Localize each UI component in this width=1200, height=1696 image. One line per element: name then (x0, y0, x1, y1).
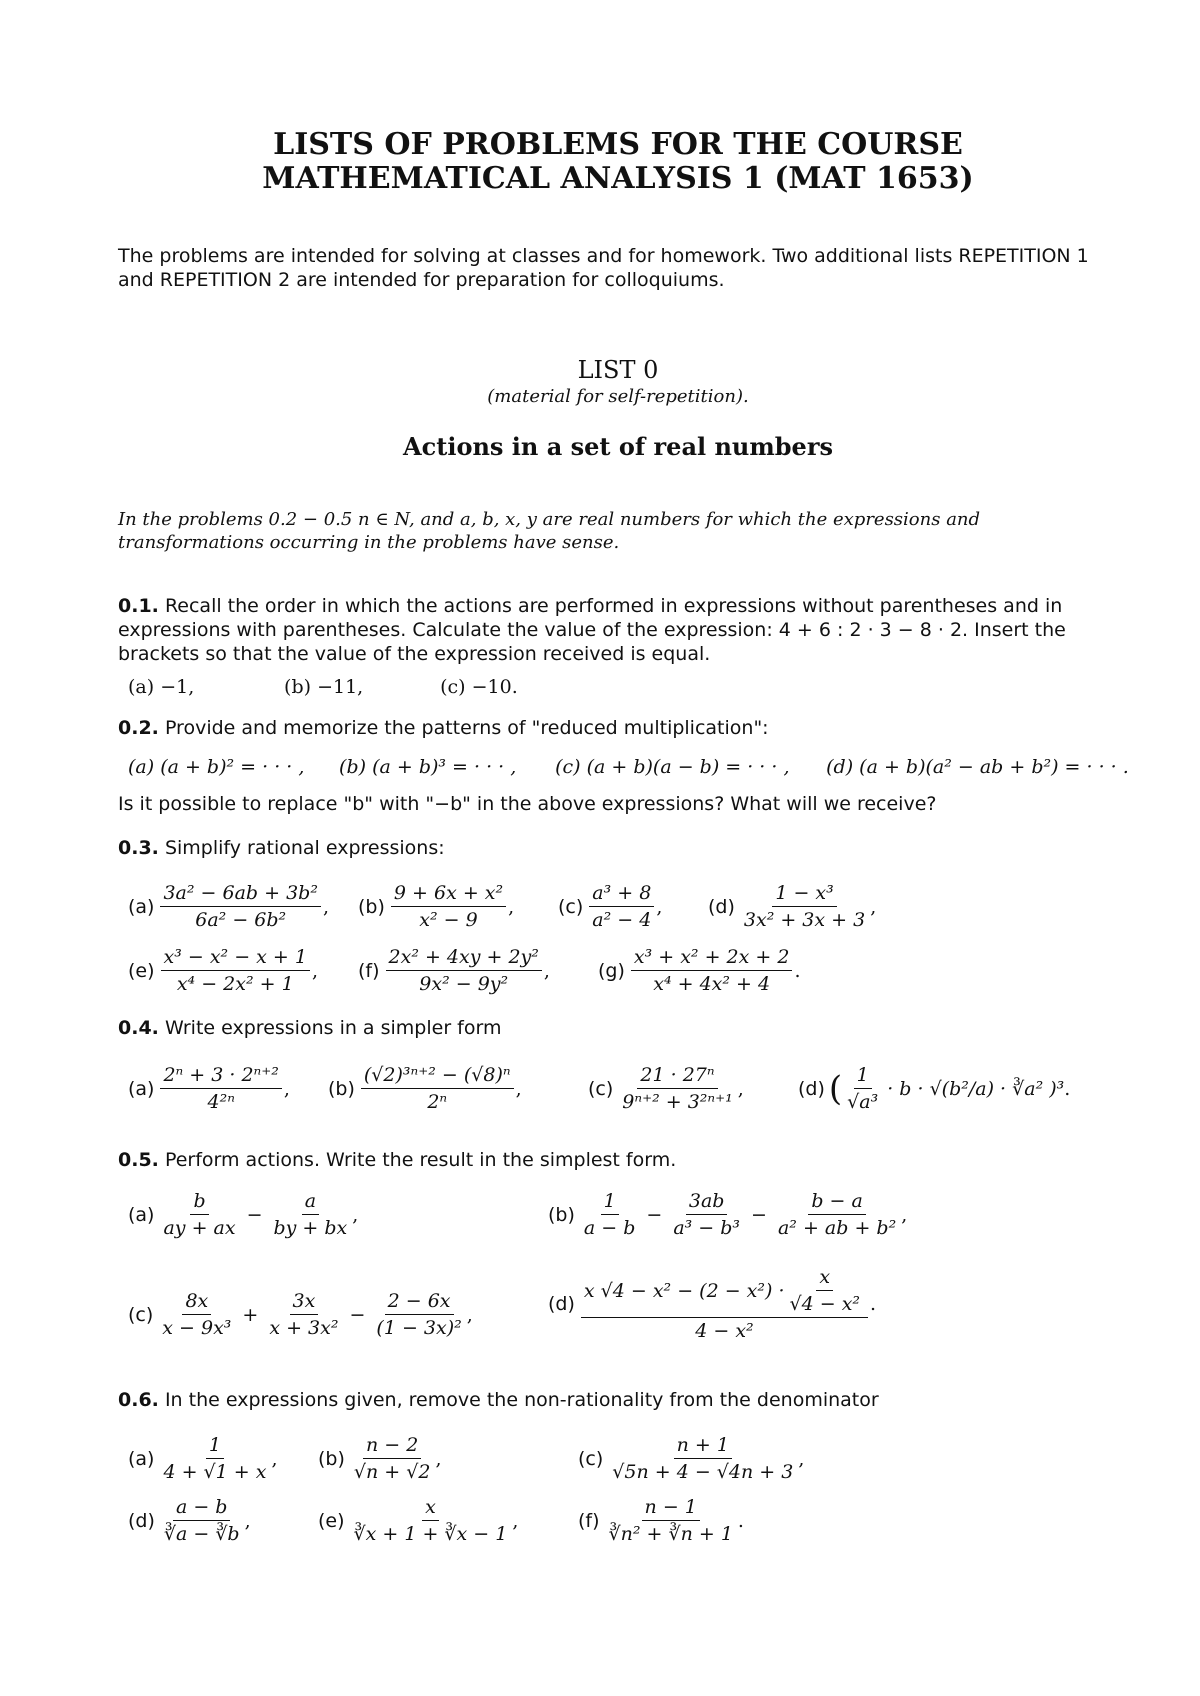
item-label: (c) (558, 895, 584, 918)
expression-0-5-d (548, 1266, 876, 1342)
denominator: a² + ab + b² (777, 1217, 897, 1239)
punctuation: . (737, 1509, 744, 1532)
problem-text: Recall the order in which the actions are performed in expressions without parentheses and in expressions with parentheses. Calculate the value of the expression: 4 + 6 : 2 · 3 − 8 · 2. Insert the brackets so that the value of the expression received is equal. (118, 595, 1066, 665)
denominator: ay + ax (163, 1217, 236, 1239)
punctuation: , (283, 1077, 290, 1100)
punctuation: , (512, 1509, 519, 1532)
fraction (351, 1496, 511, 1545)
item-label: (g) (598, 959, 625, 982)
fraction (589, 882, 654, 931)
punctuation: , (798, 1447, 805, 1470)
problem-text: Write expressions in a simpler form (164, 1017, 502, 1039)
numerator: 9 + 6x + x² (391, 882, 506, 907)
assumption-paragraph: In the problems 0.2 − 0.5 n ∈ N, and a, b, x, y are real numbers for which the expressions and transformations occurring in the problems have sense. (118, 509, 981, 553)
punctuation: , (515, 1077, 522, 1100)
operator: + (242, 1303, 259, 1326)
numerator: b − a (808, 1190, 866, 1215)
answer-b: (b) −11, (284, 676, 364, 698)
expression-0-6-a (128, 1434, 278, 1483)
denominator: 4²ⁿ (207, 1091, 235, 1113)
expression-0-3-d (708, 882, 876, 931)
numerator: 21 · 27ⁿ (637, 1064, 717, 1089)
fraction (373, 1290, 464, 1339)
item-label: (c) (128, 1303, 154, 1326)
numerator: 2 − 6x (385, 1290, 454, 1315)
expression-0-6-f (578, 1496, 744, 1545)
fraction (609, 1434, 796, 1483)
punctuation: , (737, 1077, 744, 1100)
denominator: x⁴ + 4x² + 4 (653, 973, 771, 995)
fraction (161, 946, 310, 995)
fraction (271, 1190, 351, 1239)
problem-0-4 (118, 1016, 1118, 1040)
item-label: (b) (548, 1203, 575, 1226)
numerator: 1 − x³ (772, 882, 836, 907)
intro-paragraph: The problems are intended for solving at classes and for homework. Two additional lists REPETITION 1 and REPETITION 2 are intended for preparation for colloquiums. (118, 245, 1089, 291)
expression-rest: · b · √(b²/a) · ∛a² )³ (887, 1077, 1065, 1100)
denominator: 9ⁿ⁺² + 3²ⁿ⁺¹ (622, 1091, 733, 1113)
denominator: by + bx (273, 1217, 348, 1239)
punctuation: , (322, 895, 329, 918)
numerator: x (816, 1266, 833, 1291)
numerator: b (190, 1190, 208, 1215)
denominator: 3x² + 3x + 3 (743, 909, 866, 931)
denominator: 6a² − 6b² (195, 909, 287, 931)
denominator: x + 3x² (269, 1317, 339, 1339)
numerator: a − b (173, 1496, 231, 1521)
problem-text: Perform actions. Write the result in the simplest form. (164, 1149, 677, 1171)
item-label: (a) (128, 1077, 155, 1100)
denominator: ∛a − ∛b (163, 1523, 240, 1545)
numerator: x (422, 1496, 439, 1521)
item-label: (c) (578, 1447, 604, 1470)
problem-text: Simplify rational expressions: (164, 837, 445, 859)
item-label: (a) (128, 1447, 155, 1470)
numerator: x³ − x² − x + 1 (161, 946, 310, 971)
numerator: 1 (854, 1064, 872, 1089)
problem-number: 0.5. (118, 1149, 159, 1171)
numerator: n − 2 (363, 1434, 421, 1459)
expression-0-3-a (128, 882, 329, 931)
punctuation: , (244, 1509, 251, 1532)
fraction (160, 1190, 238, 1239)
fraction (361, 1064, 514, 1113)
item-label: (b) (358, 895, 385, 918)
denominator: ∛n² + ∛n + 1 (608, 1523, 733, 1545)
expression-0-5-b (548, 1190, 907, 1239)
expression-0-4-a (128, 1064, 290, 1113)
punctuation: , (508, 895, 515, 918)
problem-0-2 (118, 716, 1118, 740)
item-label: (d) (548, 1293, 575, 1315)
numerator: 2ⁿ + 3 · 2ⁿ⁺² (160, 1064, 281, 1089)
operator: − (646, 1203, 663, 1226)
answers-0-1 (128, 676, 518, 698)
section-title: Actions in a set of real numbers (403, 432, 833, 461)
denominator: 2ⁿ (427, 1091, 448, 1113)
punctuation: , (656, 895, 663, 918)
numerator: a³ + 8 (589, 882, 654, 907)
problem-text: In the expressions given, remove the non-rationality from the denominator (164, 1389, 879, 1411)
punctuation: , (466, 1303, 473, 1326)
operator: − (751, 1203, 767, 1226)
pattern-d: (d) (a + b)(a² − ab + b²) = · · · . (826, 756, 1129, 778)
fraction (160, 1064, 281, 1113)
fraction (159, 1290, 234, 1339)
expression-0-6-c (578, 1434, 804, 1483)
numerator: x³ + x² + 2x + 2 (631, 946, 793, 971)
fraction (391, 882, 506, 931)
question-0-2: Is it possible to replace "b" with "−b" in the above expressions? What will we receive? (118, 793, 937, 815)
item-label: (e) (318, 1509, 345, 1532)
expression-0-5-a (128, 1190, 358, 1239)
numerator: 1 (601, 1190, 619, 1215)
problem-number: 0.6. (118, 1389, 159, 1411)
expression-0-4-d (798, 1064, 1070, 1113)
fraction (775, 1190, 899, 1239)
denominator: √a³ (847, 1091, 879, 1113)
numerator: 3x (290, 1290, 319, 1315)
list-title: LIST 0 (577, 356, 659, 384)
problem-number: 0.3. (118, 837, 159, 859)
fraction (670, 1190, 743, 1239)
inner-fraction (787, 1266, 864, 1315)
denominator: √n + √2 (353, 1461, 431, 1483)
item-label: (a) (128, 895, 155, 918)
denominator: √4 − x² (789, 1293, 861, 1315)
pattern-a: (a) (a + b)² = · · · , (128, 756, 305, 778)
answer-c: (c) −10. (440, 676, 518, 698)
punctuation: . (1064, 1077, 1071, 1100)
fraction (741, 882, 868, 931)
expression-0-3-c (558, 882, 662, 931)
denominator: (1 − 3x)² (376, 1317, 462, 1339)
answer-a: (a) −1, (128, 676, 195, 698)
fraction (844, 1064, 881, 1113)
item-label: (e) (128, 959, 155, 982)
numerator: n − 1 (642, 1496, 700, 1521)
item-label: (d) (128, 1509, 155, 1532)
fraction (266, 1290, 341, 1339)
punctuation: , (435, 1447, 442, 1470)
numerator (581, 1266, 868, 1318)
punctuation: . (870, 1293, 877, 1315)
item-label: (d) (708, 895, 735, 918)
denominator: a³ − b³ (673, 1217, 741, 1239)
denominator: a − b (583, 1217, 636, 1239)
punctuation: , (352, 1203, 359, 1226)
document-title (118, 128, 1118, 196)
punctuation: , (870, 895, 877, 918)
denominator: x² − 9 (419, 909, 478, 931)
fraction (161, 1496, 243, 1545)
title-line-2: MATHEMATICAL ANALYSIS 1 (MAT 1653) (262, 161, 974, 196)
denominator: x⁴ − 2x² + 1 (176, 973, 294, 995)
expression-0-6-b (318, 1434, 441, 1483)
item-label: (a) (128, 1203, 155, 1226)
punctuation: . (794, 959, 801, 982)
expression-0-4-c (588, 1064, 744, 1113)
punctuation: , (901, 1203, 908, 1226)
expression-0-3-g (598, 946, 801, 995)
denominator: x − 9x³ (162, 1317, 232, 1339)
item-label: (c) (588, 1077, 614, 1100)
problem-0-1 (118, 594, 1118, 666)
numerator: (√2)³ⁿ⁺² − (√8)ⁿ (361, 1064, 514, 1089)
fraction (160, 882, 320, 931)
expression-0-5-c (128, 1290, 473, 1339)
punctuation: , (271, 1447, 278, 1470)
fraction (619, 1064, 735, 1113)
denominator: 9x² − 9y² (419, 973, 509, 995)
list-subtitle: (material for self-repetition). (487, 386, 749, 407)
numerator: 8x (182, 1290, 211, 1315)
expression-0-4-b (328, 1064, 522, 1113)
denominator: ∛x + 1 + ∛x − 1 (353, 1523, 508, 1545)
expression-0-3-f (358, 946, 550, 995)
item-label: (d) (798, 1077, 825, 1100)
expression-0-6-e (318, 1496, 518, 1545)
item-label: (b) (328, 1077, 355, 1100)
numerator: a (302, 1190, 319, 1215)
fraction (160, 1434, 269, 1483)
pattern-c: (c) (a + b)(a − b) = · · · , (555, 756, 790, 778)
problem-0-5 (118, 1148, 1118, 1172)
numerator: 3a² − 6ab + 3b² (160, 882, 320, 907)
problem-number: 0.4. (118, 1017, 159, 1039)
fraction (581, 1190, 639, 1239)
numerator: n + 1 (674, 1434, 732, 1459)
patterns-0-2 (128, 756, 1129, 778)
punctuation: , (543, 959, 550, 982)
expression-0-6-d (128, 1496, 251, 1545)
fraction (581, 1266, 868, 1342)
numerator-text: x √4 − x² − (2 − x²) · (583, 1279, 785, 1302)
operator: − (246, 1203, 263, 1226)
problem-number: 0.1. (118, 595, 159, 617)
problem-text: Provide and memorize the patterns of "reduced multiplication": (164, 717, 769, 739)
expression-0-3-e (128, 946, 318, 995)
item-label: (f) (358, 959, 380, 982)
punctuation: , (311, 959, 319, 982)
fraction (351, 1434, 434, 1483)
denominator: √5n + 4 − √4n + 3 (612, 1461, 794, 1483)
numerator: 2x² + 4xy + 2y² (386, 946, 542, 971)
title-line-1: LISTS OF PROBLEMS FOR THE COURSE (273, 127, 963, 162)
paren: ( (828, 1068, 843, 1109)
denominator: a² − 4 (592, 909, 652, 931)
denominator: 4 − x² (695, 1320, 754, 1342)
pattern-b: (b) (a + b)³ = · · · , (339, 756, 517, 778)
operator: − (349, 1303, 366, 1326)
problem-0-3 (118, 836, 1118, 860)
expression-0-3-b (358, 882, 514, 931)
item-label: (f) (578, 1509, 600, 1532)
fraction (606, 1496, 736, 1545)
denominator: 4 + √1 + x (163, 1461, 267, 1483)
fraction (631, 946, 793, 995)
problem-0-6 (118, 1388, 1118, 1412)
item-label: (b) (318, 1447, 345, 1470)
numerator: 1 (206, 1434, 224, 1459)
numerator: 3ab (686, 1190, 728, 1215)
fraction (386, 946, 542, 995)
problem-number: 0.2. (118, 717, 159, 739)
